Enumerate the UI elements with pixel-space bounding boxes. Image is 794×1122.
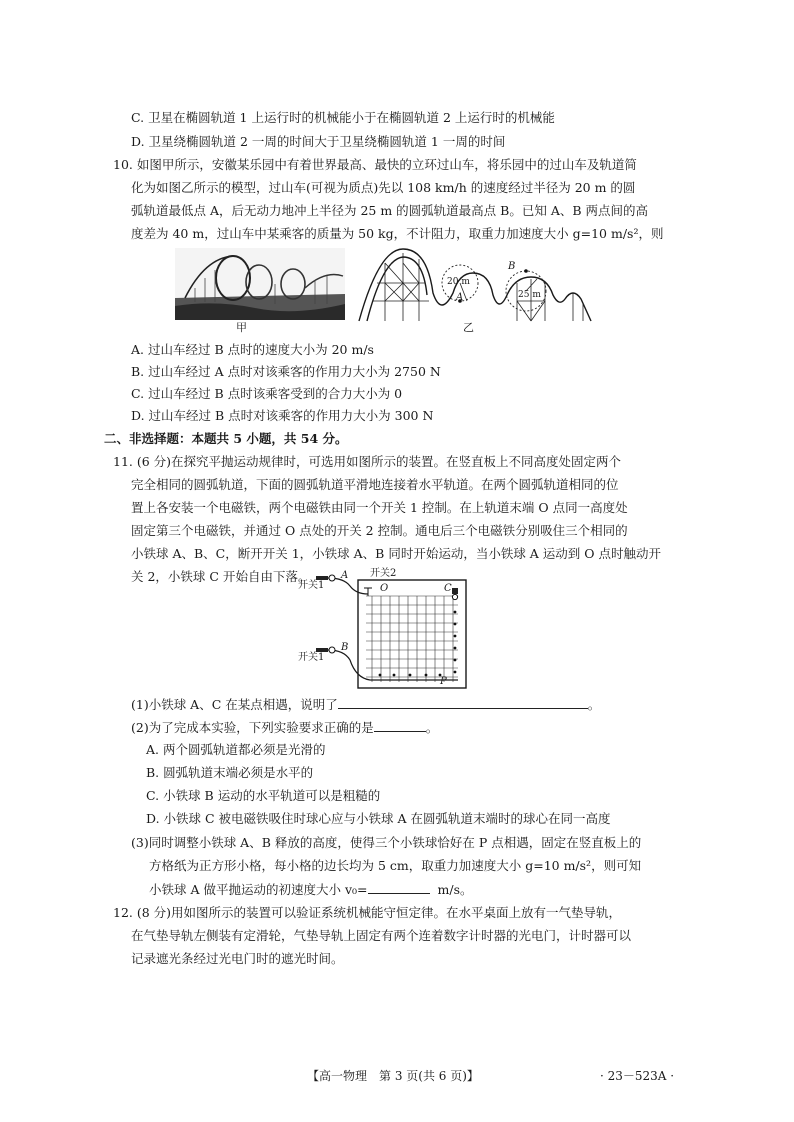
- figure-label-yi: 乙: [463, 321, 474, 334]
- q11-option-c: C. 小铁球 B 运动的水平轨道可以是粗糙的: [146, 788, 381, 803]
- q11-sub2-text: (2)为了完成本实验，下列实验要求正确的是: [131, 720, 374, 735]
- ball-b-label: B: [341, 642, 349, 653]
- q11-stem-line5: 小铁球 A、B、C，断开开关 1，小铁球 A、B 同时开始运动，当小铁球 A 运动到 O 点时触动开: [131, 546, 662, 561]
- q11-stem-line3: 置上各安装一个电磁铁，两个电磁铁由同一个开关 1 控制。在上轨道末端 O 点同一高度处: [131, 500, 628, 515]
- q11-sub2: [131, 717, 438, 738]
- q11-stem-line2: 完全相同的圆弧轨道，下面的圆弧轨道平滑地连接着水平轨道。在两个圆弧轨道相同的位: [131, 477, 619, 492]
- q10-option-c: C. 过山车经过 B 点时该乘客受到的合力大小为 0: [131, 386, 403, 401]
- figure-point-b: B: [508, 261, 516, 272]
- q11-sub3-line3: [149, 879, 472, 900]
- q11-sub3-line1: (3)同时调整小铁球 A、B 释放的高度，使得三个小铁球恰好在 P 点相遇，固定在竖直板上的: [131, 835, 642, 850]
- q11-sub1-text: (1)小铁球 A、C 在某点相遇，说明了: [131, 697, 338, 712]
- switch2-label: 开关2: [370, 568, 397, 579]
- switch1-label-bottom: 开关1: [298, 652, 325, 663]
- q11-option-b: B. 圆弧轨道末端必须是水平的: [146, 765, 314, 780]
- q10-stem-line1: 10. 如图甲所示，安徽某乐园中有着世界最高、最快的立环过山车，将乐园中的过山车及轨道简: [113, 157, 637, 172]
- track-model-diagram: [355, 243, 595, 323]
- q11-sub3-unit: m/s。: [437, 882, 473, 897]
- figure-label-jia: 甲: [236, 321, 247, 334]
- q10-stem-line4: 度差为 40 m，过山车中某乘客的质量为 50 kg，不计阻力，取重力加速度大小 g=10 m/s²，则: [131, 226, 664, 241]
- q11-sub2-end: 。: [425, 720, 439, 735]
- ball-a-label: A: [341, 570, 349, 581]
- figure-radius-25: 25 m: [518, 290, 541, 300]
- q10-option-b: B. 过山车经过 A 点时对该乘客的作用力大小为 2750 N: [131, 364, 441, 379]
- q11-option-d: D. 小铁球 C 被电磁铁吸住时球心应与小铁球 A 在圆弧轨道末端时的球心在同一高度: [146, 811, 611, 826]
- q11-stem-line1: 11. (6 分)在探究平抛运动规律时，可选用如图所示的装置。在竖直板上不同高度处固定两个: [113, 454, 622, 469]
- q11-sub2-blank[interactable]: [374, 717, 426, 732]
- q12-stem-line2: 在气垫导轨左侧装有定滑轮，气垫导轨上固定有两个连着数字计时器的光电门，计时器可以: [131, 928, 632, 943]
- q11-sub3-line2: 方格纸为正方形小格，每小格的边长均为 5 cm，取重力加速度大小 g=10 m/s²，则可知: [149, 858, 642, 873]
- q10-option-d: D. 过山车经过 B 点时对该乘客的作用力大小为 300 N: [131, 408, 434, 423]
- q10-stem-line3: 弧轨道最低点 A，后无动力地冲上半径为 25 m 的圆弧轨道最高点 B。已知 A、B 两点间的高: [131, 203, 648, 218]
- q11-sub1-end: 。: [587, 697, 601, 712]
- section-heading: 二、非选择题：本题共 5 小题，共 54 分。: [104, 431, 348, 446]
- q12-stem-line1: 12. (8 分)用如图所示的装置可以验证系统机械能守恒定律。在水平桌面上放有一气垫导轨，: [113, 905, 622, 920]
- ball-c-label: C: [444, 583, 452, 594]
- q10-option-a: A. 过山车经过 B 点时的速度大小为 20 m/s: [131, 342, 374, 357]
- q11-sub1: [131, 694, 600, 715]
- q11-option-a: A. 两个圆弧轨道都必须是光滑的: [146, 742, 326, 757]
- footer-page-info: 【高一物理 第 3 页(共 6 页)】: [307, 1069, 479, 1083]
- switch1-label-top: 开关1: [298, 580, 325, 591]
- q11-stem-line4: 固定第三个电磁铁，并通过 O 点处的开关 2 控制。通电后三个电磁铁分别吸住三个相同的: [131, 523, 628, 538]
- q11-sub3-text: 小铁球 A 做平抛运动的初速度大小 v₀=: [149, 882, 368, 897]
- q12-stem-line3: 记录遮光条经过光电门时的遮光时间。: [131, 951, 344, 966]
- point-o-label: O: [380, 583, 389, 594]
- q11-sub1-blank[interactable]: [338, 694, 588, 709]
- q11-sub3-blank[interactable]: [368, 879, 430, 894]
- q10-stem-line2: 化为如图乙所示的模型，过山车(可视为质点)先以 108 km/h 的速度经过半径为 20 m 的圆: [131, 180, 636, 195]
- roller-coaster-photo: [175, 248, 345, 320]
- q11-stem-line6: 关 2，小铁球 C 开始自由下落。: [131, 569, 311, 584]
- q9-option-c: C. 卫星在椭圆轨道 1 上运行时的机械能小于在椭圆轨道 2 上运行时的机械能: [131, 110, 555, 125]
- point-p-label: P: [440, 676, 447, 687]
- figure-point-a: A: [456, 292, 464, 303]
- q9-option-d: D. 卫星绕椭圆轨道 2 一周的时间大于卫星绕椭圆轨道 1 一周的时间: [131, 134, 506, 149]
- figure-radius-20: 20 m: [447, 277, 470, 287]
- footer-code: · 23－523A ·: [600, 1069, 675, 1083]
